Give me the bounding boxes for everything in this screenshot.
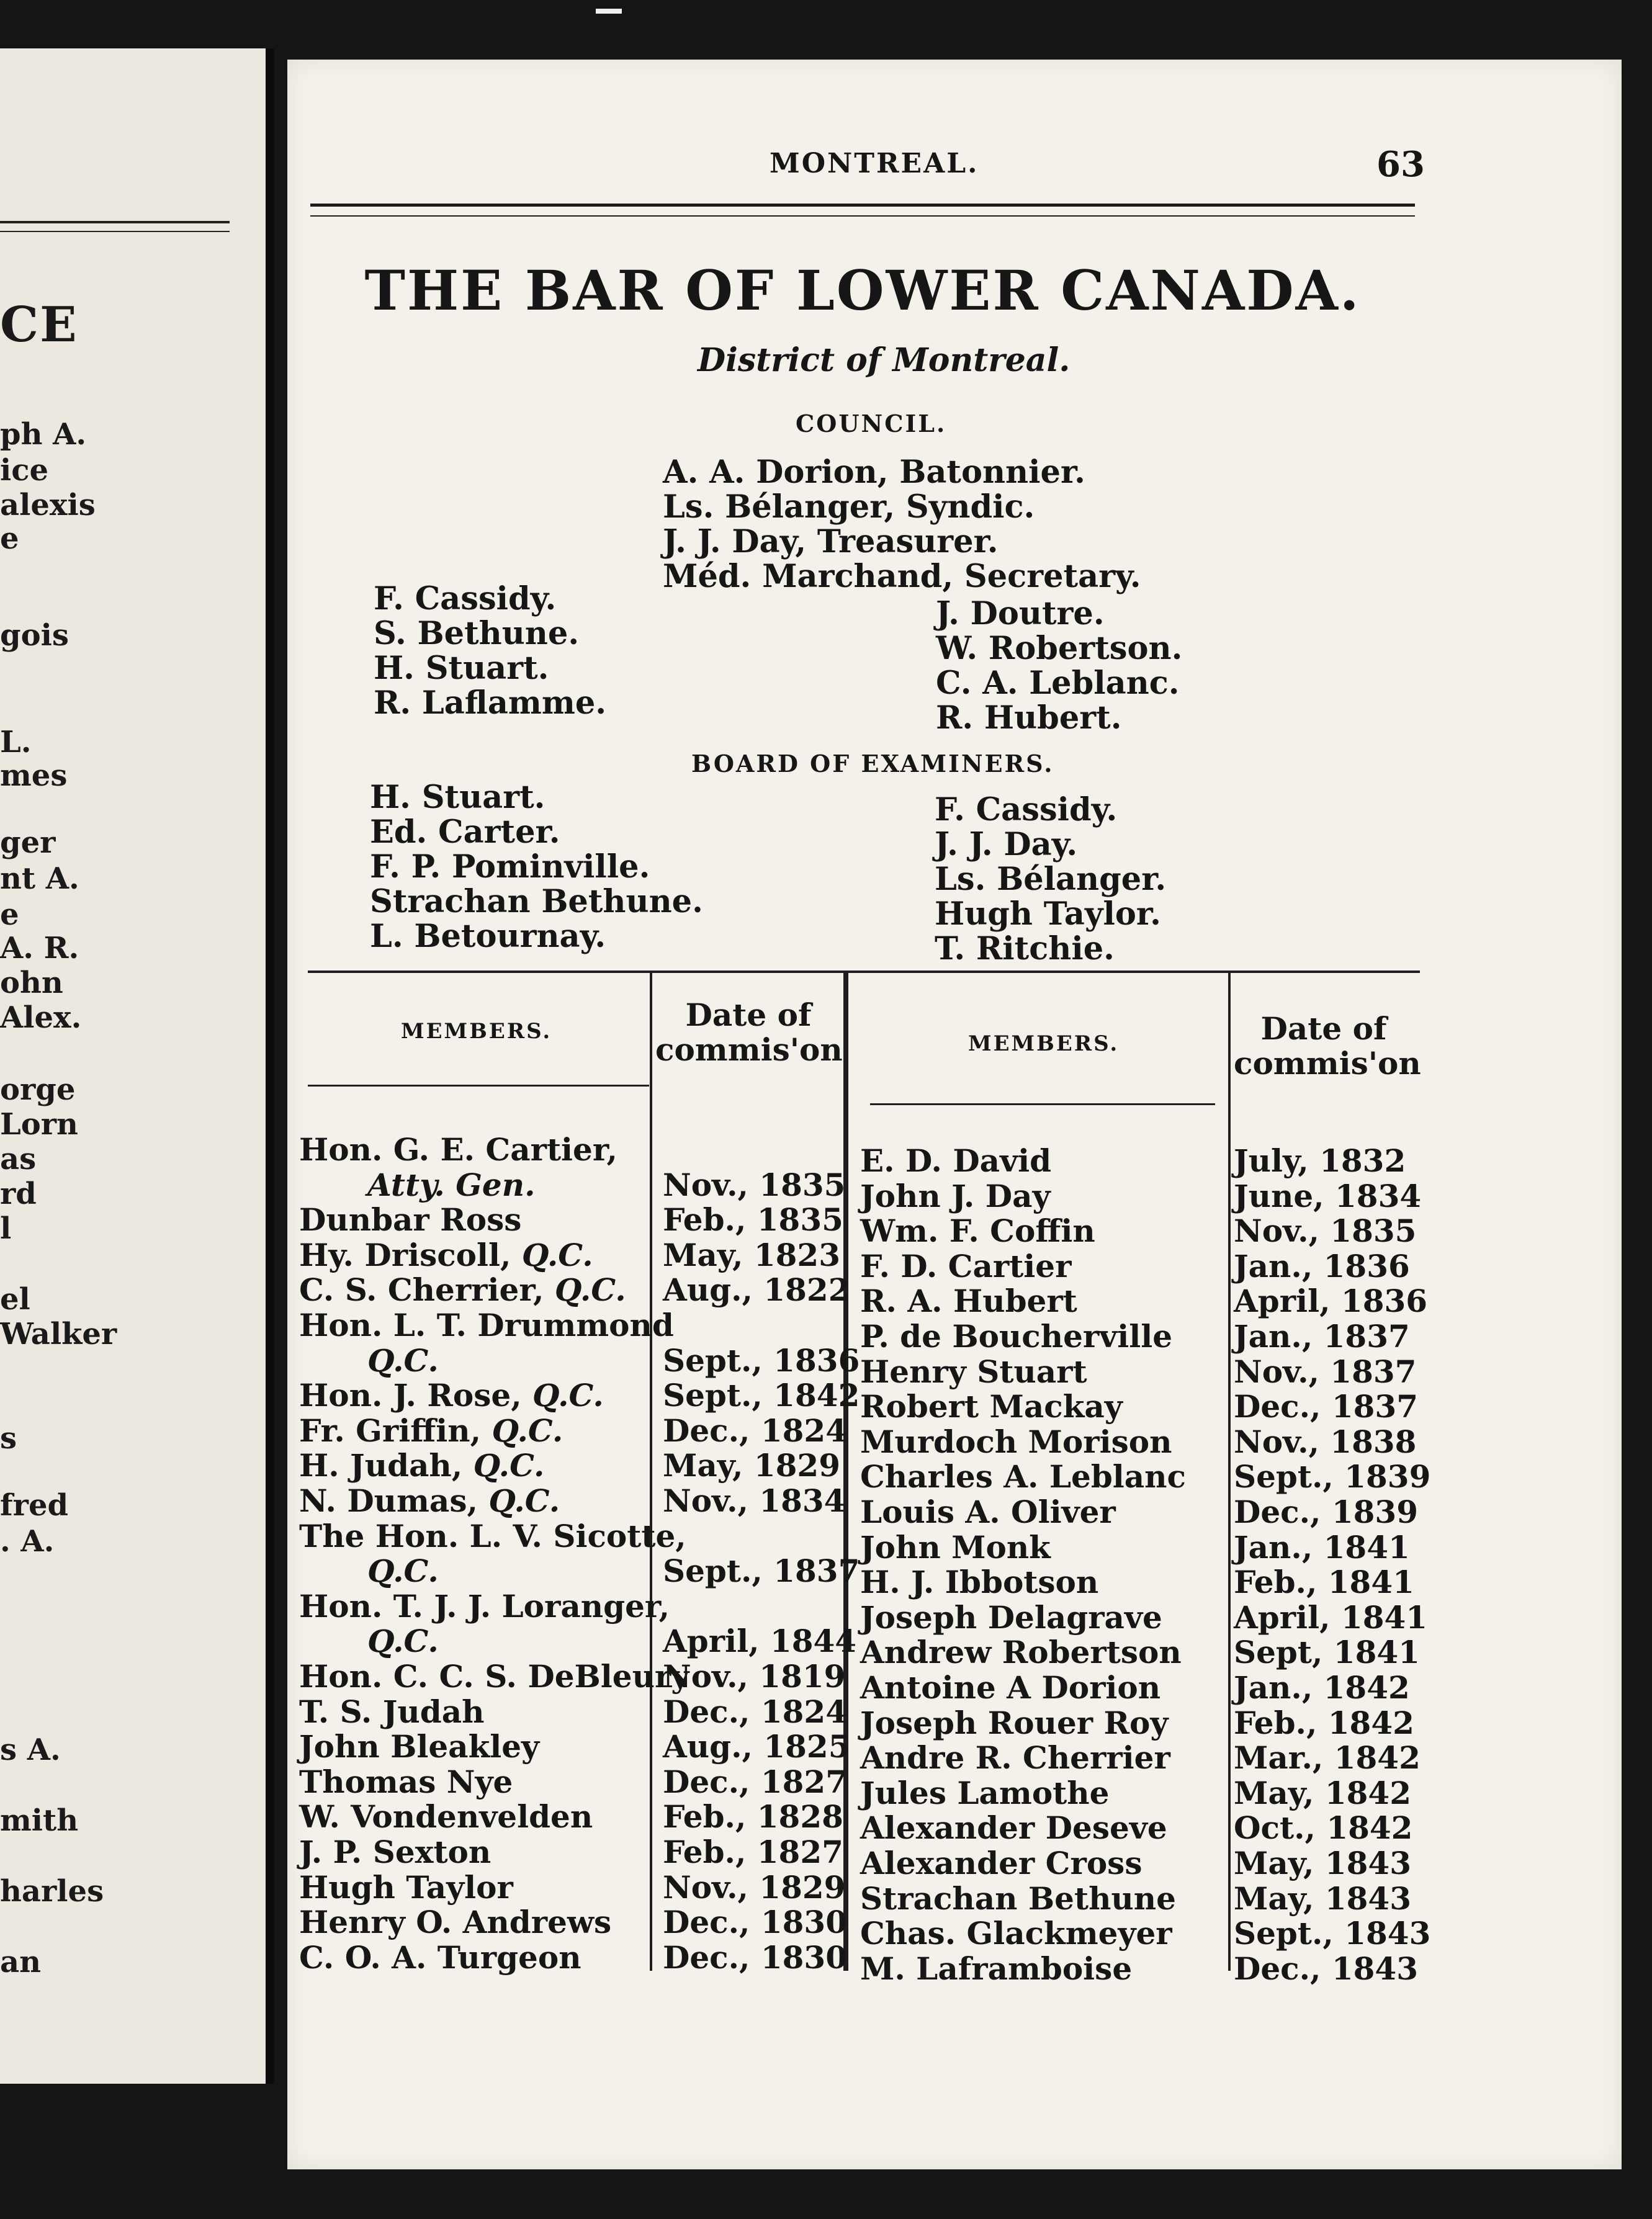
commission-date: Jan., 1836 xyxy=(1234,1247,1410,1284)
council-officer: Ls. Bélanger, Syndic. xyxy=(663,488,1035,526)
member-name xyxy=(860,1950,1133,1987)
left-page-word-fragment: alexis xyxy=(0,488,96,522)
left-page-word-fragment: Walker xyxy=(0,1317,117,1352)
member-title-italic: Atty. Gen. xyxy=(367,1166,536,1203)
member-name-text: Fr. Griffin, xyxy=(299,1412,492,1449)
member-name xyxy=(367,1342,439,1379)
member-name-text: Andre R. Cherrier xyxy=(860,1739,1170,1777)
member-name-text: John Bleakley xyxy=(299,1728,540,1765)
date-heading-left xyxy=(655,998,842,1067)
commission-date: Jan., 1837 xyxy=(1234,1318,1410,1355)
member-name-text: N. Dumas, xyxy=(299,1482,489,1519)
member-title-italic: Q.C. xyxy=(367,1342,439,1379)
member-name xyxy=(860,1283,1077,1320)
member-name xyxy=(860,1704,1169,1741)
council-heading: COUNCIL. xyxy=(796,410,947,437)
member-title-italic: Q.C. xyxy=(367,1623,439,1660)
commission-date: Sept., 1843 xyxy=(1234,1915,1431,1952)
member-name xyxy=(299,1728,540,1765)
commission-date: Dec., 1837 xyxy=(1234,1388,1418,1425)
member-name xyxy=(860,1247,1072,1284)
left-page-word-fragment: s A. xyxy=(0,1733,61,1767)
commission-date: June, 1834 xyxy=(1234,1177,1422,1214)
commission-date: April, 1844 xyxy=(663,1623,857,1660)
commission-date: Feb., 1827 xyxy=(663,1834,843,1870)
member-name xyxy=(860,1915,1172,1952)
member-name xyxy=(299,1587,670,1625)
header-double-rule xyxy=(310,204,1415,217)
header-underline-left-members xyxy=(308,1085,649,1087)
member-name-text: J. P. Sexton xyxy=(299,1834,492,1870)
commission-date: Dec., 1824 xyxy=(663,1693,847,1730)
left-page-word-fragment: A. R. xyxy=(0,931,79,966)
commission-date: Nov., 1838 xyxy=(1234,1423,1417,1460)
member-name-text: C. S. Cherrier, xyxy=(299,1271,555,1309)
member-name-text: Andrew Robertson xyxy=(860,1634,1182,1671)
member-name-text: R. A. Hubert xyxy=(860,1283,1077,1320)
member-name-text: Alexander Cross xyxy=(860,1845,1142,1881)
left-page-word-fragment: as xyxy=(0,1142,37,1177)
member-name-text: Robert Mackay xyxy=(860,1388,1123,1425)
page-title: THE BAR OF LOWER CANADA. xyxy=(364,258,1361,323)
commission-date: Oct., 1842 xyxy=(1234,1809,1413,1847)
member-name xyxy=(860,1213,1095,1250)
member-name xyxy=(860,1669,1161,1706)
member-name-text: Hon. L. T. Drummond xyxy=(299,1307,674,1343)
member-name-text: P. de Boucherville xyxy=(860,1318,1173,1355)
left-page-word-fragment: Lorn xyxy=(0,1107,78,1142)
film-mark xyxy=(596,9,622,14)
member-name-text: John J. Day xyxy=(860,1177,1051,1214)
member-name xyxy=(860,1494,1116,1530)
commission-date: Nov., 1835 xyxy=(663,1166,846,1203)
left-page-word-fragment: s xyxy=(0,1421,17,1456)
board-member: Hugh Taylor. xyxy=(935,895,1161,933)
board-member: Ls. Bélanger. xyxy=(935,861,1167,898)
board-member: Ed. Carter. xyxy=(370,814,560,851)
member-name xyxy=(299,1201,522,1239)
member-name xyxy=(860,1564,1099,1601)
member-name xyxy=(299,1658,689,1695)
member-name xyxy=(860,1423,1172,1460)
member-name-text: Hon. G. E. Cartier, xyxy=(299,1131,617,1168)
member-name xyxy=(367,1166,536,1203)
member-name xyxy=(860,1598,1162,1636)
member-title-italic: Q.C. xyxy=(554,1271,626,1309)
left-page-word-fragment: fred xyxy=(0,1488,69,1523)
date-heading-line1: Date of xyxy=(685,997,812,1033)
member-name xyxy=(860,1353,1087,1390)
member-name xyxy=(299,1517,686,1554)
left-page-word-fragment: CE xyxy=(0,297,78,353)
member-name xyxy=(860,1845,1142,1881)
left-page-word-fragment: el xyxy=(0,1282,30,1317)
board-member: Strachan Bethune. xyxy=(370,883,703,920)
member-name xyxy=(860,1634,1182,1671)
left-page-word-fragment: harles xyxy=(0,1874,104,1909)
member-name-text: E. D. David xyxy=(860,1142,1052,1179)
commission-date: Dec., 1830 xyxy=(663,1939,847,1976)
member-name-text: Joseph Rouer Roy xyxy=(860,1704,1169,1741)
member-name-text: Thomas Nye xyxy=(299,1763,513,1800)
member-name-text: T. S. Judah xyxy=(299,1693,485,1730)
council-officer: Méd. Marchand, Secretary. xyxy=(663,558,1141,595)
left-page-word-fragment: gois xyxy=(0,618,69,653)
member-name-text: M. Laframboise xyxy=(860,1950,1133,1987)
member-title-italic: Q.C. xyxy=(488,1482,560,1519)
left-page-word-fragment: ger xyxy=(0,825,56,860)
member-name xyxy=(860,1774,1110,1811)
member-name-text: F. D. Cartier xyxy=(860,1247,1072,1284)
member-name xyxy=(860,1739,1170,1777)
member-name xyxy=(299,1482,560,1519)
left-page-fragment xyxy=(0,48,274,2084)
board-member: F. Cassidy. xyxy=(935,791,1118,828)
member-title-italic: Q.C. xyxy=(532,1377,604,1414)
council-member: C. A. Leblanc. xyxy=(936,665,1180,702)
commission-date: Sept., 1842 xyxy=(663,1377,860,1414)
member-name-text: Chas. Glackmeyer xyxy=(860,1915,1172,1952)
member-name xyxy=(860,1809,1167,1847)
members-heading-right: MEMBERS. xyxy=(968,1031,1120,1056)
member-name-text: H. J. Ibbotson xyxy=(860,1564,1099,1601)
running-title: MONTREAL. xyxy=(770,148,979,179)
left-page-word-fragment: mes xyxy=(0,758,68,793)
table-top-rule xyxy=(308,971,1420,973)
column-divider-right-date xyxy=(1228,972,1231,1971)
commission-date: Nov., 1837 xyxy=(1234,1353,1417,1390)
date-heading-right xyxy=(1234,1010,1421,1082)
member-name-text: Hon. J. Rose, xyxy=(299,1377,533,1414)
commission-date: Aug., 1825 xyxy=(663,1728,850,1765)
member-name xyxy=(860,1318,1173,1355)
date-heading-line1: Date of xyxy=(1260,1010,1387,1047)
commission-date: July, 1832 xyxy=(1234,1142,1406,1179)
commission-date: Mar., 1842 xyxy=(1234,1739,1421,1777)
member-name xyxy=(299,1939,581,1976)
member-name-text: H. Judah, xyxy=(299,1447,474,1484)
left-page-word-fragment: mith xyxy=(0,1803,79,1838)
commission-date: Nov., 1829 xyxy=(663,1868,846,1906)
commission-date: Sept, 1841 xyxy=(1234,1634,1420,1671)
member-name xyxy=(299,1377,604,1414)
member-name-text: Dunbar Ross xyxy=(299,1201,522,1239)
commission-date: Nov., 1835 xyxy=(1234,1213,1417,1250)
commission-date: May, 1843 xyxy=(1234,1880,1411,1917)
column-divider-left-date xyxy=(650,972,652,1971)
member-name xyxy=(860,1880,1176,1917)
left-page-word-fragment: l xyxy=(0,1211,12,1246)
member-name-text: W. Vondenvelden xyxy=(299,1798,593,1836)
member-name-text: Antoine A Dorion xyxy=(860,1669,1161,1706)
board-member: F. P. Pominville. xyxy=(370,848,650,885)
member-name xyxy=(367,1623,439,1660)
council-member: F. Cassidy. xyxy=(374,580,557,617)
member-name-text: C. O. A. Turgeon xyxy=(299,1939,581,1976)
council-member: R. Laflamme. xyxy=(374,684,607,722)
commission-date: Sept., 1839 xyxy=(1234,1458,1431,1495)
left-page-word-fragment: rd xyxy=(0,1177,37,1211)
member-name-text: Henry Stuart xyxy=(860,1353,1087,1390)
member-title-italic: Q.C. xyxy=(367,1553,439,1590)
member-name-text: Hon. C. C. S. DeBleury xyxy=(299,1658,689,1695)
member-title-italic: Q.C. xyxy=(473,1447,545,1484)
board-member: L. Betournay. xyxy=(370,918,606,955)
commission-date: Nov., 1834 xyxy=(663,1482,846,1519)
member-title-italic: Q.C. xyxy=(521,1236,593,1273)
commission-date: Dec., 1830 xyxy=(663,1904,847,1941)
board-member: J. J. Day. xyxy=(935,826,1078,863)
member-name xyxy=(299,1412,563,1449)
member-name-text: Louis A. Oliver xyxy=(860,1494,1116,1530)
commission-date: Feb., 1828 xyxy=(663,1798,843,1836)
commission-date: Jan., 1841 xyxy=(1234,1528,1410,1566)
member-name-text: Joseph Delagrave xyxy=(860,1598,1162,1636)
member-name xyxy=(860,1388,1123,1425)
left-page-word-fragment: nt A. xyxy=(0,861,79,896)
member-name xyxy=(299,1271,626,1309)
council-officer: J. J. Day, Treasurer. xyxy=(663,523,999,560)
board-member: H. Stuart. xyxy=(370,779,545,816)
member-name xyxy=(860,1177,1051,1214)
commission-date: Sept., 1837 xyxy=(663,1553,860,1590)
commission-date: Dec., 1843 xyxy=(1234,1950,1418,1987)
member-name-text: John Monk xyxy=(860,1528,1051,1566)
member-name xyxy=(299,1834,492,1870)
commission-date: April, 1836 xyxy=(1234,1283,1428,1320)
member-name xyxy=(860,1142,1052,1179)
council-member: S. Bethune. xyxy=(374,615,580,652)
member-name xyxy=(367,1553,439,1590)
left-page-word-fragment: an xyxy=(0,1945,41,1979)
left-page-word-fragment: ohn xyxy=(0,966,63,1000)
member-name xyxy=(299,1798,593,1836)
member-name-text: Hon. T. J. J. Loranger, xyxy=(299,1587,670,1625)
commission-date: April, 1841 xyxy=(1234,1598,1428,1636)
commission-date: Sept., 1836 xyxy=(663,1342,860,1379)
commission-date: Dec., 1827 xyxy=(663,1763,847,1800)
member-name-text: Hugh Taylor xyxy=(299,1868,513,1906)
members-heading-left: MEMBERS. xyxy=(401,1019,552,1044)
board-heading: BOARD OF EXAMINERS. xyxy=(691,750,1054,778)
council-member: J. Doutre. xyxy=(936,595,1105,632)
header-underline-right-members xyxy=(870,1103,1215,1105)
commission-date: Dec., 1839 xyxy=(1234,1494,1418,1530)
member-name xyxy=(299,1131,617,1168)
left-page-word-fragment: Alex. xyxy=(0,1000,82,1035)
member-name xyxy=(299,1693,485,1730)
member-name-text: Alexander Deseve xyxy=(860,1809,1167,1847)
left-page-word-fragment: ph A. xyxy=(0,417,87,452)
left-page-word-fragment: orge xyxy=(0,1072,76,1107)
commission-date: May, 1842 xyxy=(1234,1774,1411,1811)
page-number: 63 xyxy=(1376,144,1425,185)
column-divider-center xyxy=(843,972,848,1971)
member-name-text: The Hon. L. V. Sicotte, xyxy=(299,1517,686,1554)
date-heading-line2: commis'on xyxy=(1234,1045,1421,1082)
commission-date: Aug., 1822 xyxy=(663,1271,850,1309)
member-name xyxy=(299,1868,513,1906)
commission-date: May, 1829 xyxy=(663,1447,840,1484)
member-name xyxy=(299,1236,593,1273)
member-name-text: Strachan Bethune xyxy=(860,1880,1176,1917)
council-member: R. Hubert. xyxy=(936,699,1122,737)
member-name-text: Jules Lamothe xyxy=(860,1774,1110,1811)
left-page-rule xyxy=(0,221,230,232)
member-name xyxy=(860,1528,1051,1566)
member-name xyxy=(299,1904,612,1941)
commission-date: May, 1843 xyxy=(1234,1845,1411,1881)
commission-date: Jan., 1842 xyxy=(1234,1669,1410,1706)
member-name xyxy=(299,1307,674,1343)
district-subtitle: District of Montreal. xyxy=(698,341,1071,379)
left-page-word-fragment: e xyxy=(0,521,19,556)
left-page-word-fragment: ice xyxy=(0,453,48,488)
date-heading-line2: commis'on xyxy=(655,1031,843,1068)
member-name-text: Henry O. Andrews xyxy=(299,1904,612,1941)
left-page-word-fragment: e xyxy=(0,897,19,932)
council-officer: A. A. Dorion, Batonnier. xyxy=(663,454,1085,491)
board-member: T. Ritchie. xyxy=(935,930,1115,967)
commission-date: Feb., 1841 xyxy=(1234,1564,1414,1601)
commission-date: Feb., 1835 xyxy=(663,1201,843,1239)
council-member: W. Robertson. xyxy=(936,630,1183,667)
member-name-text: Wm. F. Coffin xyxy=(860,1213,1095,1250)
member-name-text: Hy. Driscoll, xyxy=(299,1236,522,1273)
commission-date: Feb., 1842 xyxy=(1234,1704,1414,1741)
member-name xyxy=(299,1763,513,1800)
left-page-word-fragment: L. xyxy=(0,725,32,760)
commission-date: May, 1823 xyxy=(663,1236,840,1273)
member-name xyxy=(299,1447,545,1484)
member-name-text: Murdoch Morison xyxy=(860,1423,1172,1460)
member-title-italic: Q.C. xyxy=(492,1412,563,1449)
council-member: H. Stuart. xyxy=(374,650,549,687)
member-name xyxy=(860,1458,1186,1495)
member-name-text: Charles A. Leblanc xyxy=(860,1458,1186,1495)
left-page-word-fragment: . A. xyxy=(0,1524,55,1559)
commission-date: Dec., 1824 xyxy=(663,1412,847,1449)
commission-date: Nov., 1819 xyxy=(663,1658,846,1695)
